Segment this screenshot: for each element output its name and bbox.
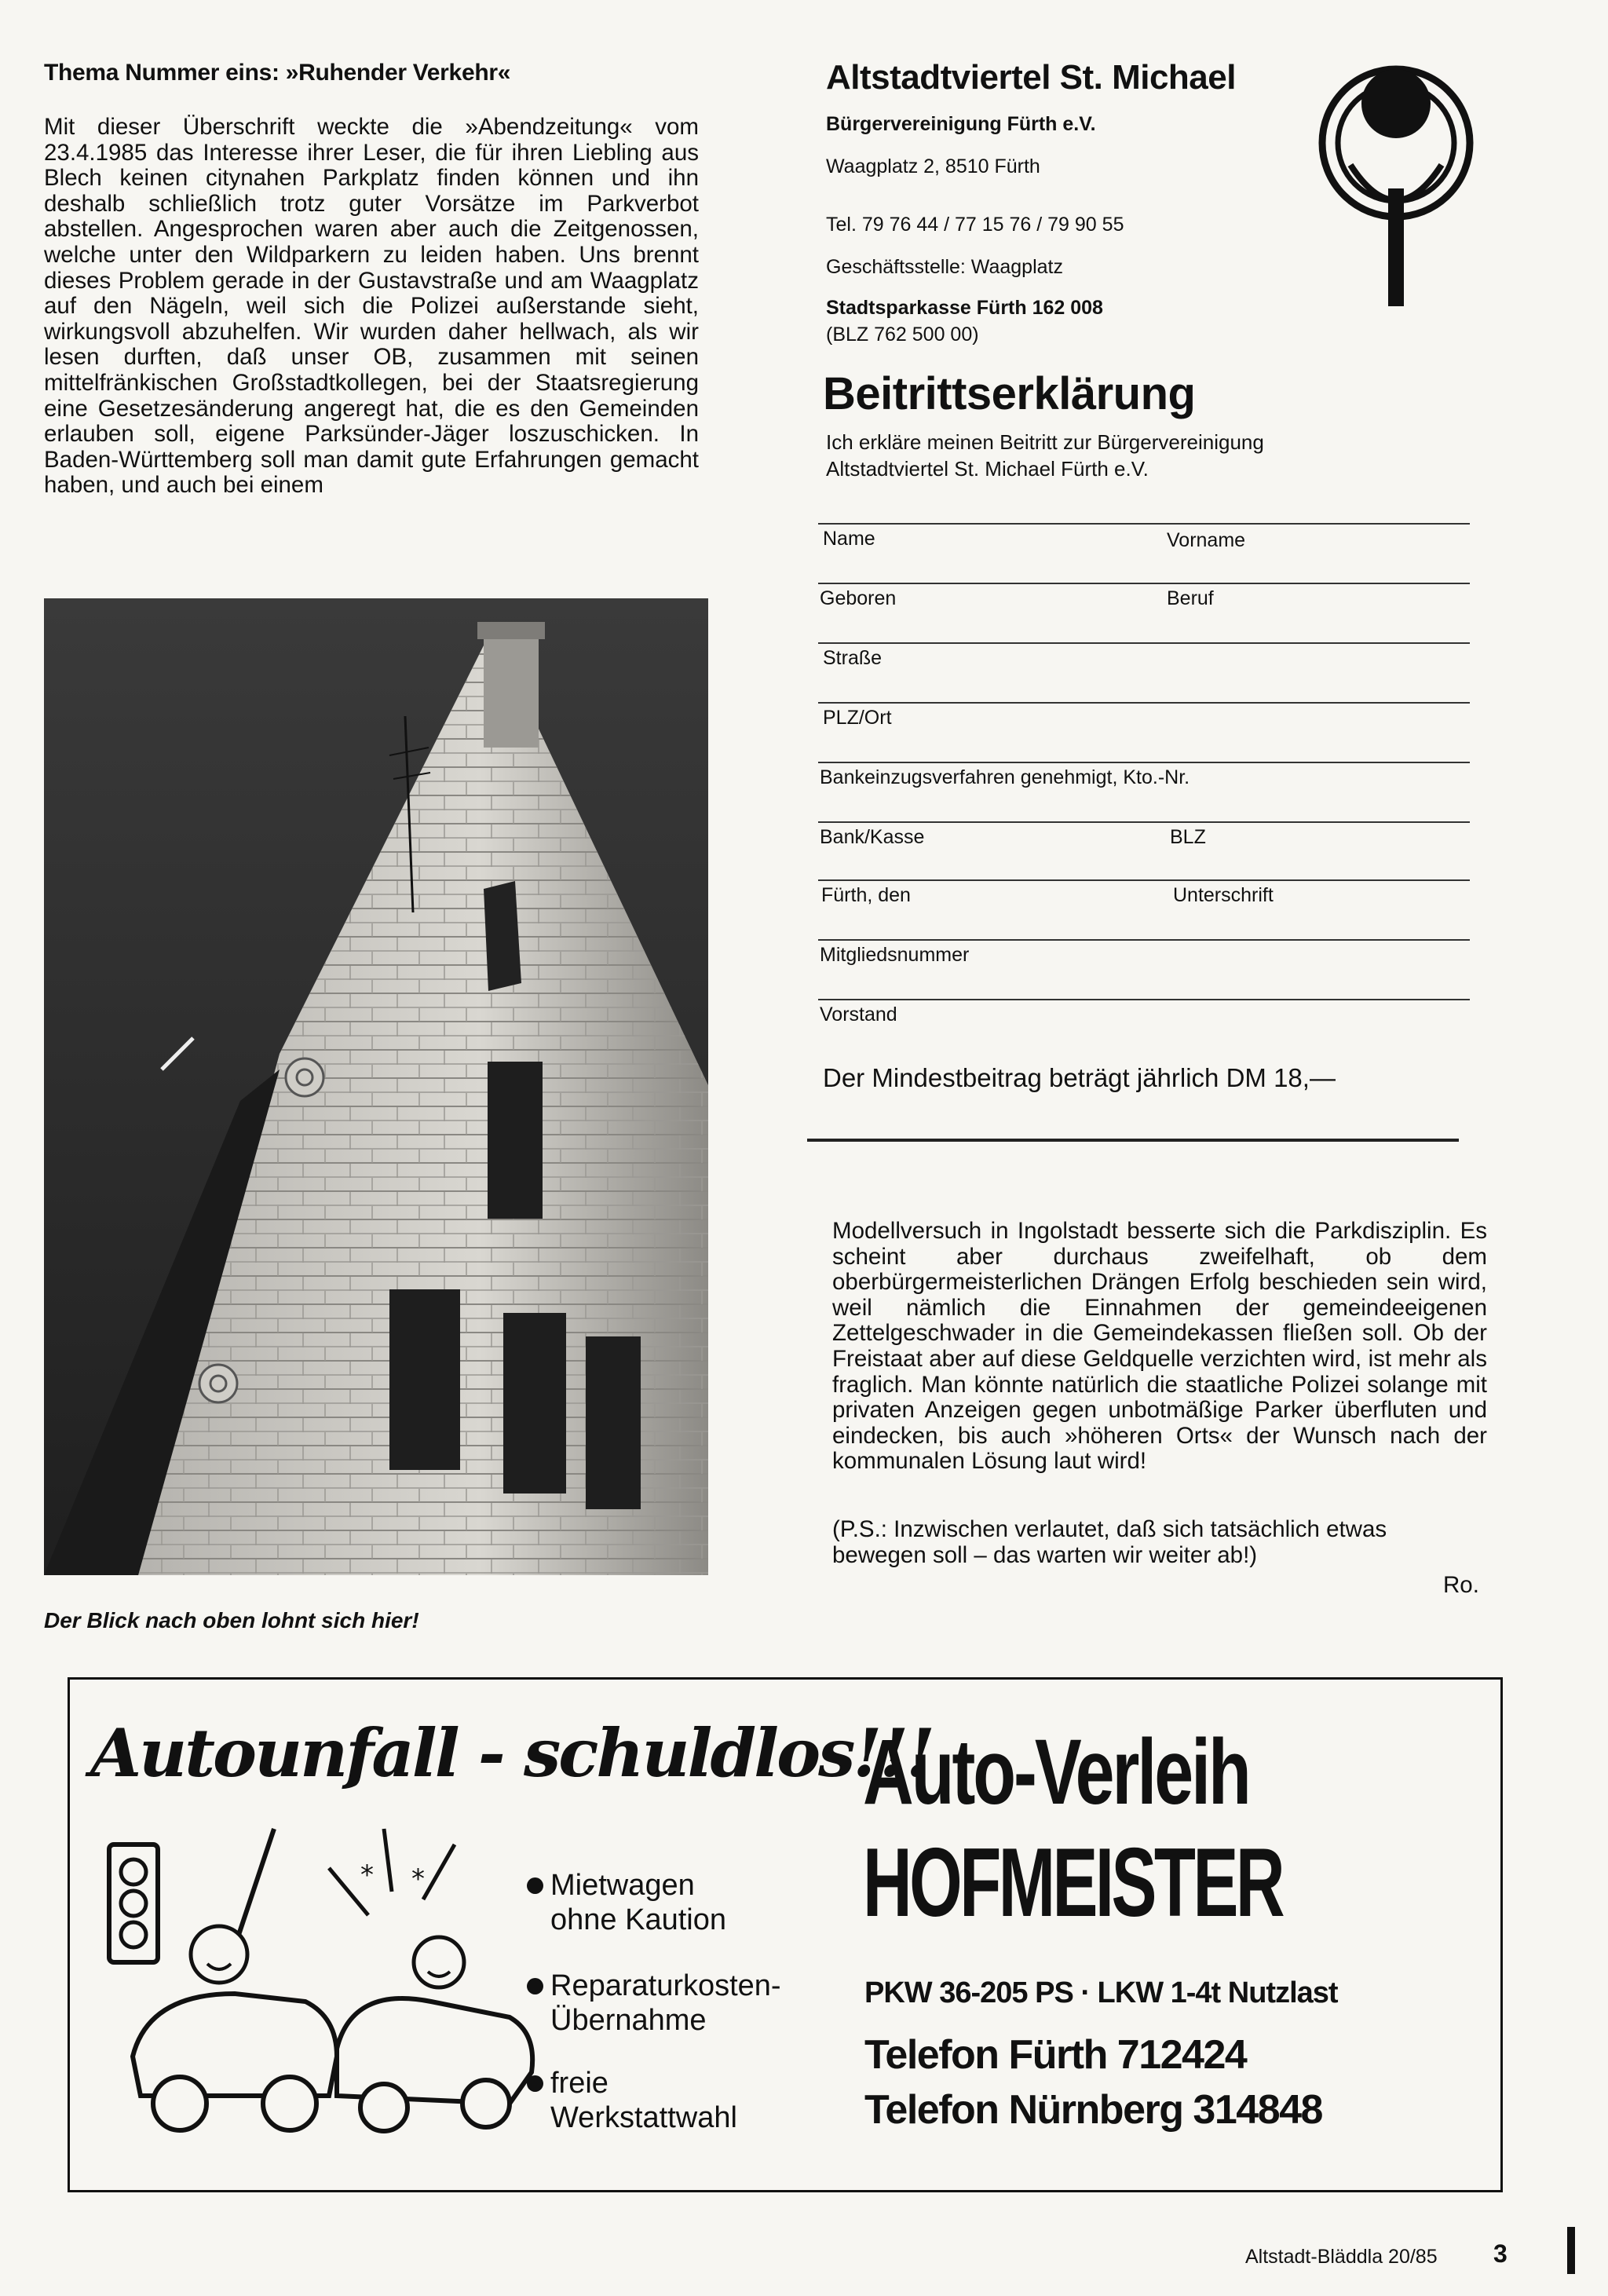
field-label-vorstand: Vorstand <box>820 1004 897 1026</box>
form-title: Beitrittserklärung <box>823 368 1196 419</box>
minimum-fee-note: Der Mindestbeitrag beträgt jährlich DM 18,— <box>823 1063 1336 1092</box>
page-number: 3 <box>1493 2239 1508 2268</box>
form-rule <box>818 939 1470 941</box>
house-gable-image <box>44 598 708 1575</box>
ad-bullet-line: ohne Kaution <box>550 1903 726 1936</box>
car-rental-advertisement <box>68 1677 1503 2192</box>
declaration-line-1: Ich erkläre meinen Beitritt zur Bürgervereinigung <box>826 430 1264 454</box>
ad-company-name: Auto-Verleih <box>863 1720 1249 1824</box>
form-end-rule <box>807 1139 1459 1142</box>
ad-bullet-line: Übernahme <box>550 2004 707 2037</box>
article-postscript: (P.S.: Inzwischen verlautet, daß sich tatsächlich etwas bewegen soll – das warten wir weiter ab!) <box>832 1516 1387 1568</box>
org-address: Waagplatz 2, 8510 Fürth <box>826 155 1040 177</box>
ad-phone-fuerth: Telefon Fürth 712424 <box>864 2032 1247 2078</box>
article-body: Mit dieser Überschrift weckte die »Abendzeitung« vom 23.4.1985 das Interesse ihrer Leser, die für ihren Liebling aus Blech keinen citynahen Parkplatz finden können und ihn deshalb schließlich trotz guter Vorsätze im Parkverbot abstellen. Angesprochen waren aber auch die Zeitgenossen, welche unter den Wildparkern zu leiden haben. Uns brennt dieses Problem gerade in der Gustavstraße und am Waagplatz auf den Nägeln, weil sich die Polizei außerstande sieht, wirkungsvoll abzuhelfen. Wir wurden daher hellwach, als wir lesen durften, daß unser OB, zusammen mit seinen mittelfränkischen Großstadtkollegen, bei der Staatsregierung eine Gesetzesänderung angeregt hat, die es den Gemeinden erlauben soll, eigene Parksünder-Jäger loszuschicken. In Baden-Württemberg soll man damit gute Erfahrungen gemacht haben, und auch bei einem <box>44 114 699 499</box>
car-crash-cartoon-icon <box>101 1797 541 2170</box>
ad-owner-name: HOFMEISTER <box>863 1829 1283 1937</box>
bullet-dot-icon <box>527 2075 543 2092</box>
association-name: Bürgervereinigung Fürth e.V. <box>826 113 1096 135</box>
svg-text:*: * <box>411 1863 425 1895</box>
ad-bullet-line: freie <box>550 2067 608 2100</box>
org-blz: (BLZ 762 500 00) <box>826 324 979 345</box>
field-label-name: Name <box>823 528 875 550</box>
field-label-bankeinzug: Bankeinzugsverfahren genehmigt, Kto.-Nr. <box>820 766 1190 788</box>
field-label-beruf: Beruf <box>1167 587 1214 609</box>
form-rule <box>818 642 1470 644</box>
svg-text:*: * <box>360 1859 374 1891</box>
article-author: Ro. <box>1443 1572 1479 1598</box>
ad-bullet-3 <box>550 2066 737 2135</box>
publication-footer: Altstadt-Bläddla 20/85 <box>1245 2246 1438 2268</box>
page-edge-mark <box>1567 2227 1575 2274</box>
ad-bullet-2 <box>550 1969 781 2038</box>
organisation-name: Altstadtviertel St. Michael <box>826 58 1236 97</box>
org-bank: Stadtsparkasse Fürth 162 008 <box>826 297 1103 319</box>
house-gable-photo <box>44 598 708 1575</box>
field-label-strasse: Straße <box>823 647 883 669</box>
field-label-blz: BLZ <box>1170 826 1206 848</box>
org-phone: Tel. 79 76 44 / 77 15 76 / 79 90 55 <box>826 214 1124 236</box>
form-rule <box>818 762 1470 763</box>
form-rule <box>818 821 1470 823</box>
field-label-mitgliedsnummer: Mitgliedsnummer <box>820 944 970 966</box>
bullet-dot-icon <box>527 1877 543 1894</box>
field-label-unterschrift: Unterschrift <box>1173 884 1274 906</box>
form-declaration <box>826 429 1264 482</box>
article-title: Thema Nummer eins: »Ruhender Verkehr« <box>44 60 511 86</box>
form-rule <box>818 702 1470 704</box>
ad-bullet-line: Reparaturkosten- <box>550 1969 781 2002</box>
field-label-fuerth-den: Fürth, den <box>821 884 911 906</box>
bullet-dot-icon <box>527 1978 543 1994</box>
article-continuation: Modellversuch in Ingolstadt besserte sich die Parkdisziplin. Es scheint aber durchaus zweifelhaft, ob dem oberbürgermeisterlichen Drängen Erfolg beschieden sein wird, weil nämlich die Einnahmen der gemeindeeigenen Zettelgeschwader in die Gemeindekassen fließen soll. Ob der Freistaat aber auf diese Geldquelle verzichten wird, ist mehr als fraglich. Man könnte natürlich die staatliche Polizei solange mit privaten Anzeigen gegen unbotmäßige Parker überfluten und eindecken, bis auch »höheren Orts« der Wunsch nach der kommunalen Lösung laut wird! <box>832 1218 1487 1475</box>
form-rule <box>818 583 1470 584</box>
field-label-bank-kasse: Bank/Kasse <box>820 826 925 848</box>
form-rule <box>818 879 1470 881</box>
field-label-vorname: Vorname <box>1167 529 1246 551</box>
ad-vehicle-spec: PKW 36-205 PS · LKW 1-4t Nutzlast <box>864 1976 1338 2009</box>
photo-caption: Der Blick nach oben lohnt sich hier! <box>44 1608 419 1632</box>
ad-bullet-line: Mietwagen <box>550 1869 695 1902</box>
ad-phone-nuernberg: Telefon Nürnberg 314848 <box>864 2087 1322 2133</box>
form-rule <box>818 523 1470 525</box>
declaration-line-2: Altstadtviertel St. Michael Fürth e.V. <box>826 457 1149 481</box>
association-logo-icon <box>1303 55 1484 318</box>
ad-bullet-line: Werkstattwahl <box>550 2101 737 2134</box>
org-office: Geschäftsstelle: Waagplatz <box>826 256 1063 278</box>
field-label-plz-ort: PLZ/Ort <box>823 707 892 729</box>
ad-slogan: Autounfall - schuldlos!!! <box>90 1714 934 1792</box>
form-rule <box>818 999 1470 1000</box>
field-label-geboren: Geboren <box>820 587 897 609</box>
ad-bullet-1 <box>550 1868 726 1937</box>
